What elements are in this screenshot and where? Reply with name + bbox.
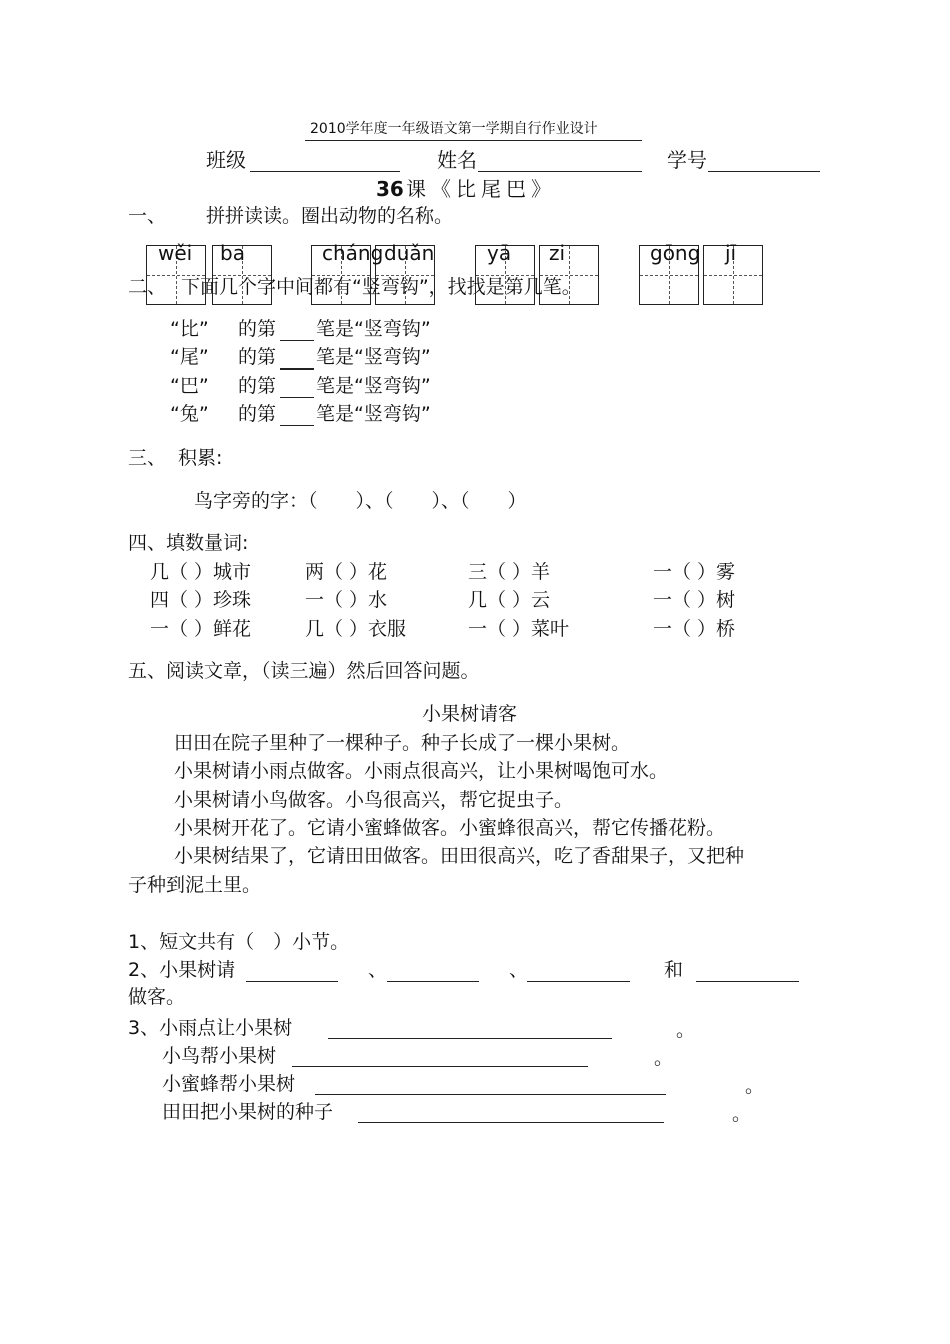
story-paragraph: 小果树请小雨点做客。小雨点很高兴，让小果树喝饱可水。 xyxy=(174,760,669,782)
pinyin: gōng xyxy=(650,241,701,265)
measure-word-item: 几（ ）城市 xyxy=(150,561,252,583)
measure-word-item: 四（ ）珍珠 xyxy=(150,589,252,611)
lesson-number: 36 xyxy=(376,177,404,201)
measure-word-item: 一（ ）树 xyxy=(653,589,736,611)
question-3-sub: 田田把小果树的种子 xyxy=(162,1101,334,1123)
story-paragraph: 小果树开花了。它请小蜜蜂做客。小蜜蜂很高兴，帮它传播花粉。 xyxy=(174,817,726,839)
question-3-sub: 小鸟帮小果树 xyxy=(162,1045,277,1067)
q2-char: “尾” xyxy=(170,346,209,368)
title-underline xyxy=(305,140,642,141)
q2-char: “兔” xyxy=(170,403,209,425)
q2-char: “巴” xyxy=(170,375,209,397)
story-paragraph: 子种到泥土里。 xyxy=(128,874,262,896)
class-field[interactable] xyxy=(250,171,400,172)
q1-number: 一、 xyxy=(128,205,167,227)
q2-mid: 的第 xyxy=(238,346,277,368)
reading-question-1: 1、短文共有（ ）小节。 xyxy=(128,931,350,953)
measure-word-item: 几（ ）云 xyxy=(468,589,551,611)
q2-end: 笔是“竖弯钩” xyxy=(316,318,431,340)
q2-mid: 的第 xyxy=(238,318,277,340)
student-id-field[interactable] xyxy=(708,171,820,172)
q1-instruction: 拼拼读读。圈出动物的名称。 xyxy=(206,205,454,227)
worksheet-title: 2010学年度一年级语文第一学期自行作业设计 xyxy=(310,121,598,137)
q2-end: 笔是“竖弯钩” xyxy=(316,375,431,397)
q4-title: 四、填数量词: xyxy=(128,532,249,554)
pinyin: ba xyxy=(220,241,245,265)
q3-fill-line: 鸟字旁的字：（ ）、（ ）、（ ） xyxy=(194,490,527,512)
answer-blank[interactable] xyxy=(696,981,799,982)
pinyin: wěi xyxy=(158,241,193,265)
pinyin: duǎn xyxy=(384,241,435,265)
q3-number: 三、 xyxy=(128,447,167,469)
reading-question-2: 2、小果树请 xyxy=(128,959,236,981)
measure-word-item: 三（ ）羊 xyxy=(468,561,551,583)
q2-answer-blank[interactable] xyxy=(280,368,314,370)
measure-word-item: 一（ ）鲜花 xyxy=(150,618,252,640)
answer-blank[interactable] xyxy=(328,1038,612,1039)
separator: 、 xyxy=(509,959,529,981)
answer-blank[interactable] xyxy=(246,981,338,982)
measure-word-item: 一（ ）菜叶 xyxy=(468,618,570,640)
class-label: 班级 xyxy=(206,148,246,172)
measure-word-item: 一（ ）水 xyxy=(305,589,388,611)
separator: 、 xyxy=(368,959,388,981)
pinyin: jī xyxy=(725,241,737,265)
pinyin: zi xyxy=(549,241,566,265)
story-paragraph: 小果树请小鸟做客。小鸟很高兴，帮它捉虫子。 xyxy=(174,789,574,811)
q2-answer-blank[interactable] xyxy=(280,397,314,398)
q2-instruction: 下面几个字中间都有“竖弯钩”，找找是第几笔。 xyxy=(181,276,581,298)
student-id-label: 学号 xyxy=(667,148,707,172)
answer-blank[interactable] xyxy=(315,1094,666,1095)
period: 。 xyxy=(676,1019,696,1041)
pinyin: yā xyxy=(487,241,512,265)
measure-word-item: 一（ ）雾 xyxy=(653,561,736,583)
measure-word-item: 两（ ）花 xyxy=(305,561,388,583)
answer-blank[interactable] xyxy=(387,981,479,982)
q2-mid: 的第 xyxy=(238,375,277,397)
lesson-title: 课《比尾巴》 xyxy=(406,177,556,201)
q2-end: 笔是“竖弯钩” xyxy=(316,403,431,425)
measure-word-item: 一（ ）桥 xyxy=(653,618,736,640)
answer-blank[interactable] xyxy=(292,1066,588,1067)
q2-end: 笔是“竖弯钩” xyxy=(316,346,431,368)
answer-blank[interactable] xyxy=(358,1122,664,1123)
name-label: 姓名 xyxy=(437,148,477,172)
measure-word-item: 几（ ）衣服 xyxy=(305,618,407,640)
and-label: 和 xyxy=(664,959,684,981)
question-2-end: 做客。 xyxy=(128,986,186,1008)
story-paragraph: 田田在院子里种了一棵种子。种子长成了一棵小果树。 xyxy=(174,732,631,754)
name-field[interactable] xyxy=(478,171,642,172)
question-3-sub: 小蜜蜂帮小果树 xyxy=(162,1073,296,1095)
reading-question-3: 3、小雨点让小果树 xyxy=(128,1017,293,1039)
q2-mid: 的第 xyxy=(238,403,277,425)
story-paragraph: 小果树结果了，它请田田做客。田田很高兴，吃了香甜果子，又把种 xyxy=(174,845,745,867)
q2-answer-blank[interactable] xyxy=(280,340,314,341)
answer-blank[interactable] xyxy=(527,981,630,982)
period: 。 xyxy=(732,1103,752,1125)
q2-number: 二、 xyxy=(128,276,167,298)
q3-instruction: 积累: xyxy=(178,447,223,469)
period: 。 xyxy=(654,1047,674,1069)
period: 。 xyxy=(745,1075,765,1097)
q5-title: 五、阅读文章，（读三遍）然后回答问题。 xyxy=(128,660,480,682)
story-title: 小果树请客 xyxy=(422,703,518,725)
q2-answer-blank[interactable] xyxy=(280,425,314,426)
pinyin: cháng xyxy=(322,241,384,265)
q2-char: “比” xyxy=(170,318,209,340)
